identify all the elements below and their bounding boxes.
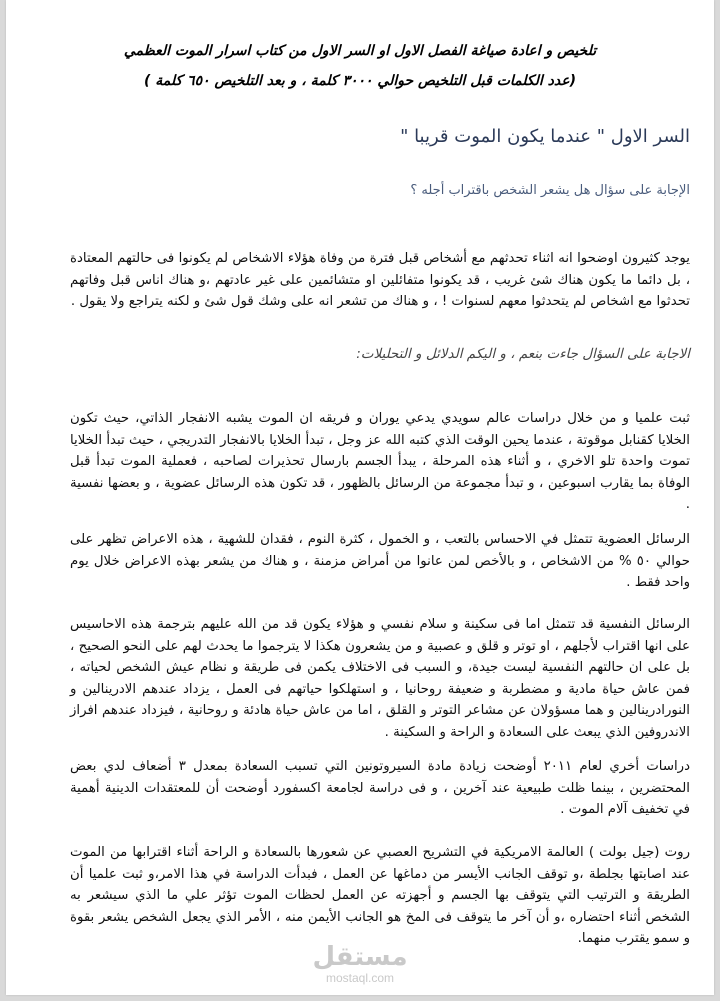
paragraph-other-studies: دراسات أخري لعام ٢٠١١ أوضحت زيادة مادة السيروتونين التي تسبب السعادة بمعدل ٣ أضعاف لدي بعض المحتضرين ، بينما ظلت طبيعية عند آخرين ، و فى دراسة لجامعة اكسفورد أوضحت أن للمعتقدات الدينية أهمية في تخفيف آلام الموت . <box>70 759 690 818</box>
question-subheading: الإجابة على سؤال هل يشعر الشخص باقتراب أجله ؟ <box>410 183 690 198</box>
section-heading: السر الاول " عندما يكون الموت قريبا " <box>400 126 690 147</box>
paragraph-organic-messages: الرسائل العضوية تتمثل في الاحساس بالتعب ، و الخمول ، كثرة النوم ، فقدان للشهية ، هذه الاعراض تظهر على حوالي ٥٠ % من الاشخاص ، و بالأخص لمن عانوا من أمراض مزمنة ، و هناك من يشعر بهذه الاعراض خلال يوم واحد فقط . <box>70 532 690 591</box>
title-line-1: تلخيص و اعادة صياغة الفصل الاول او السر الاول من كتاب اسرار الموت العظمي <box>123 43 597 59</box>
document-title <box>36 36 684 96</box>
document-page <box>6 0 714 995</box>
mostaql-watermark <box>310 943 410 985</box>
paragraph-psychological-messages: الرسائل النفسية قد تتمثل اما فى سكينة و سلام نفسي و هؤلاء يكون قد من الله عليهم بترجمة هذه الاحاسيس على انها اقتراب لأجلهم ، او توتر و قلق و عصبية و من يشعرون هكذا لا يترجموا ما يحدث لهم على النحو الصحيح ، بل على ان حالتهم النفسية ليست جيدة، و السبب فى الاختلاف يكمن فى طريقة و نظام عيش الشخص لحياته ، فمن عاش حياة مادية و مضطربة و ضعيفة روحانيا ، و استهلكوا حياتهم فى العمل ، يزداد عندهم الادرينالين و النورادرينالين و هما مسؤولان عن مشاعر التوتر و القلق ، اما من عاش حياة هادئة و روحانية ، فيزداد عندهم افراز الاندروفين الذي يبعث على السعادة و الراحة و السكينة . <box>70 617 690 740</box>
watermark-logo-text: مستقل <box>312 942 408 972</box>
paragraph-jill-bolte: روت (جيل بولت ) العالمة الامريكية في التشريح العصبي عن شعورها بالسعادة و الراحة أثناء اقترابها من الموت عند اصابتها بجلطة ،و توقف الجانب الأيسر من دماغها عن العمل ، فبدأت الدراسة في هذا الامر،و ثبت علميا أن الطريقة و الترتيب التي يتوقف بها الجسم و أجهزته عن العمل لحظات الموت تؤثر علي ما الذي سيشعر به الشخص أثناء احتضاره ،و أن آخر ما يتوقف فى المخ هو الجانب الأيمن منه ، الأمر الذي يجعل الشخص يشعر بقوة و سمو يقترب منهما. <box>70 845 690 947</box>
watermark-url: mostaql.com <box>325 971 395 985</box>
title-line-2: (عدد الكلمات قبل التلخيص حوالي ٣٠٠٠ كلمة ، و بعد التلخيص ٦٥٠ كلمة ) <box>144 73 576 89</box>
paragraph-intro: يوجد كثيرون اوضحوا انه اثناء تحدثهم مع أشخاص قبل فترة من وفاة هؤلاء الاشخاص لم يكونوا فى حالتهم المعتادة ، بل دائما ما يكون هناك شئ غريب ، قد يكونوا متفائلين او متشائمين على غير عادتهم ،و هناك اناس قبل وفاتهم تحدثوا مع اشخاص لم يتحدثوا معهم لسنوات ! ، و هناك من تشعر انه على وشك قول شئ و لكنه يتراجع ولا يقول . <box>70 251 690 310</box>
answer-heading: الاجابة على السؤال جاءت بنعم ، و اليكم الدلائل و التحليلات: <box>356 346 690 362</box>
paragraph-cell-explosion: ثبت علميا و من خلال دراسات عالم سويدي يدعي يوران و فريقه ان الموت يشبه الانفجار الذاتي، حيث تكون الخلايا كقنابل موقوتة ، عندما يحين الوقت الذي كتبه الله عز وجل ، تبدأ الخلايا بالانفجار التدريجي ، حيث تبدأ الخلايا تموت واحدة تلو الاخري ، و أثناء هذه المرحلة ، يبدأ الجسم بارسال تحذيرات لصاحبه ، فعملية الموت تبدأ قبل الوفاة بما يقارب اسبوعين ، و تبدأ مجموعة من الرسائل بالظهور ، قد تكون هذه الرسائل عضوية ، و بعضها نفسية . <box>70 411 690 513</box>
